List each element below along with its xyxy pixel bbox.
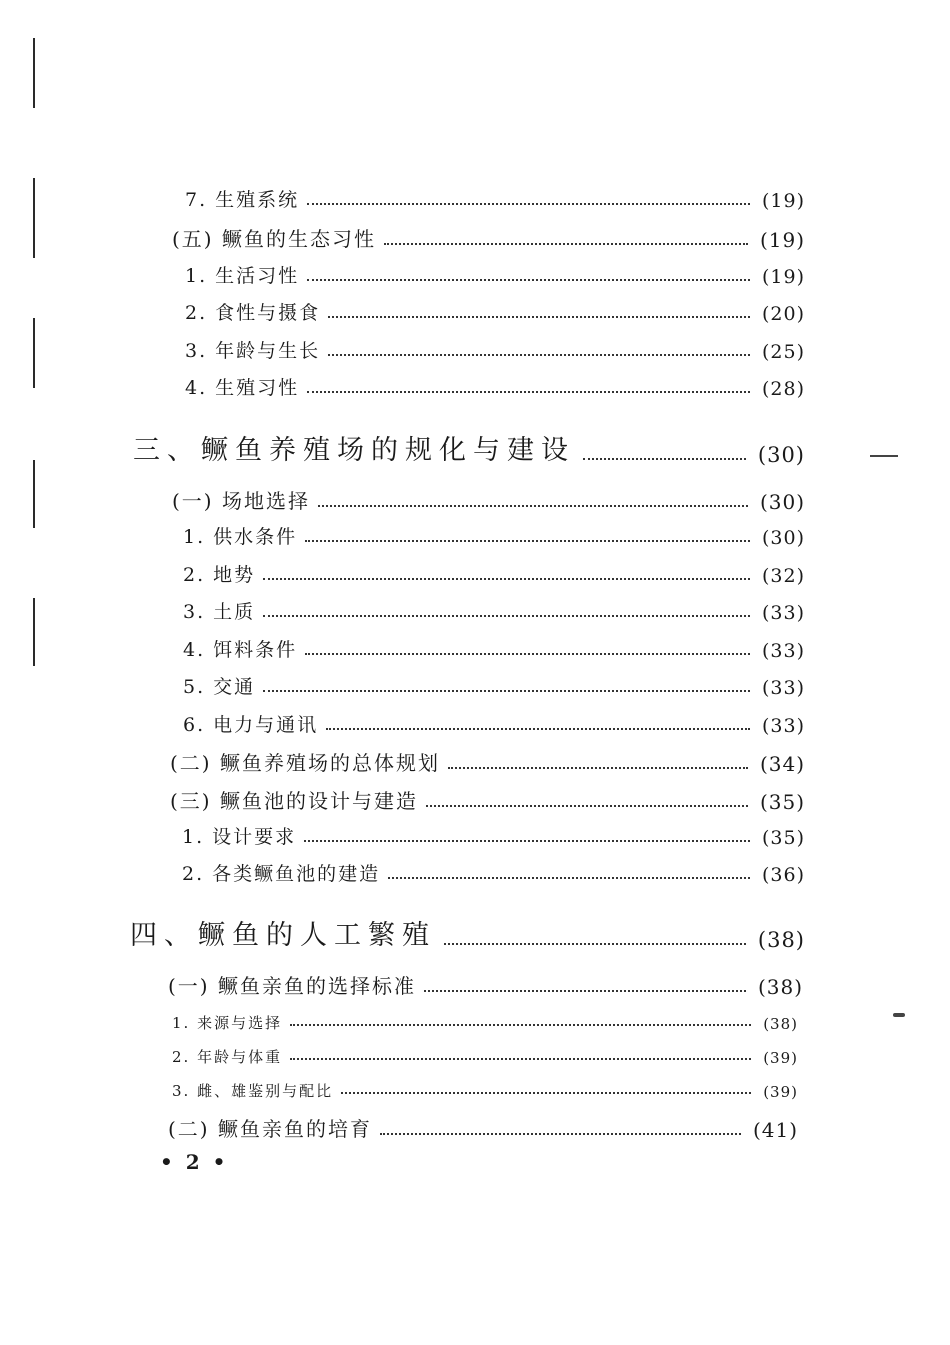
toc-entry — [183, 672, 805, 699]
dot-leader — [326, 728, 750, 730]
toc-entry — [170, 785, 805, 814]
toc-entry-page: (19) — [759, 228, 805, 252]
toc-entry — [185, 373, 805, 400]
toc-entry — [182, 822, 805, 849]
toc-entry — [182, 859, 805, 886]
dot-leader — [263, 578, 750, 580]
toc-entry-label: (五) 鳜鱼的生态习性 — [172, 227, 376, 251]
toc-entry-page: (20) — [761, 303, 805, 325]
dot-leader — [305, 653, 750, 655]
dot-leader — [263, 615, 750, 617]
toc-chapter-label: 四、鳜鱼的人工繁殖 — [130, 920, 436, 951]
toc-entry-label: 2. 年龄与体重 — [172, 1048, 283, 1066]
dot-leader — [307, 203, 750, 205]
dot-leader — [290, 1058, 751, 1060]
toc-entry — [183, 522, 805, 549]
toc-chapter — [133, 428, 805, 467]
toc-entry-page: (33) — [761, 602, 805, 624]
toc-entry-label: 3. 土质 — [183, 601, 256, 623]
toc-entry-page: (33) — [761, 640, 805, 662]
dot-leader — [305, 540, 750, 542]
toc-entry-page: (41) — [752, 1118, 798, 1142]
toc-entry-label: 4. 饵料条件 — [183, 639, 298, 661]
toc-entry-label: 3. 年龄与生长 — [185, 340, 321, 362]
toc-entry — [172, 1046, 798, 1067]
toc-entry-page: (19) — [761, 266, 805, 288]
dot-leader — [583, 458, 746, 460]
toc-chapter-page: (38) — [757, 928, 805, 952]
toc-entry — [185, 185, 805, 212]
toc-entry-label: 5. 交通 — [183, 676, 256, 698]
dot-leader — [444, 943, 746, 945]
dot-leader — [304, 840, 750, 842]
toc-entry-label: 4. 生殖习性 — [185, 377, 300, 399]
toc-entry — [185, 336, 805, 363]
toc-entry-page: (38) — [763, 1015, 798, 1033]
toc-entry-page: (25) — [761, 341, 805, 363]
toc-entry-label: 2. 食性与摄食 — [185, 302, 321, 324]
toc-entry-page: (28) — [761, 378, 805, 400]
toc-entry-page: (39) — [763, 1049, 798, 1067]
toc-chapter — [130, 913, 805, 952]
toc-entry-page: (33) — [761, 715, 805, 737]
dot-leader — [290, 1024, 751, 1026]
dot-leader — [388, 877, 750, 879]
toc-entry-page: (36) — [761, 864, 805, 886]
dot-leader — [263, 690, 750, 692]
toc-entry-page: (34) — [759, 752, 805, 776]
dot-leader — [426, 805, 748, 807]
toc-entry — [183, 560, 805, 587]
toc-entry — [172, 1012, 798, 1033]
toc-entry-label: 1. 设计要求 — [182, 826, 297, 848]
toc-entry-page: (33) — [761, 677, 805, 699]
toc-entry — [172, 223, 805, 252]
dot-leader — [341, 1092, 751, 1094]
dot-leader — [307, 391, 750, 393]
toc-entry-label: (二) 鳜鱼亲鱼的培育 — [168, 1117, 372, 1141]
toc-entry-label: 1. 生活习性 — [185, 265, 300, 287]
toc-entry — [172, 1080, 798, 1101]
dot-leader — [448, 767, 748, 769]
dot-leader — [384, 243, 748, 245]
toc-entry-page: (38) — [757, 975, 803, 999]
toc-entry-label: 7. 生殖系统 — [185, 189, 300, 211]
dot-leader — [307, 279, 750, 281]
toc-entry-label: (三) 鳜鱼池的设计与建造 — [170, 789, 418, 813]
toc-entry-page: (39) — [763, 1083, 798, 1101]
toc-entry-page: (30) — [761, 527, 805, 549]
toc-entry — [183, 710, 805, 737]
toc-entry-label: (一) 鳜鱼亲鱼的选择标准 — [168, 974, 416, 998]
toc-entry-label: (二) 鳜鱼养殖场的总体规划 — [170, 751, 440, 775]
dot-leader — [328, 316, 750, 318]
toc-entry — [168, 970, 803, 999]
toc-entry — [170, 747, 805, 776]
toc-entry-label: 1. 供水条件 — [183, 526, 298, 548]
toc-entry-label: 3. 雌、雄鉴别与配比 — [172, 1082, 334, 1100]
toc-chapter-page: (30) — [757, 443, 805, 467]
toc-entry — [183, 635, 805, 662]
toc-entry-page: (19) — [761, 190, 805, 212]
toc-entry — [168, 1113, 798, 1142]
toc-entry-label: 2. 地势 — [183, 564, 256, 586]
toc-entry-page: (32) — [761, 565, 805, 587]
dot-leader — [328, 354, 750, 356]
toc-entry-label: 1. 来源与选择 — [172, 1014, 283, 1032]
toc-chapter-label: 三、鳜鱼养殖场的规化与建设 — [133, 435, 575, 466]
dot-leader — [318, 505, 748, 507]
toc-entry-label: 2. 各类鳜鱼池的建造 — [182, 863, 381, 885]
dot-leader — [380, 1133, 741, 1135]
toc-entry — [185, 298, 805, 325]
page-number: • 2 • — [160, 1150, 229, 1174]
toc-entry-page: (35) — [759, 790, 805, 814]
toc-entry — [183, 597, 805, 624]
toc-entry-label: (一) 场地选择 — [172, 489, 310, 513]
toc-entry — [185, 261, 805, 288]
dot-leader — [424, 990, 746, 992]
toc-entry-page: (35) — [761, 827, 805, 849]
toc-entry — [172, 485, 805, 514]
toc-entry-page: (30) — [759, 490, 805, 514]
toc-entry-label: 6. 电力与通讯 — [183, 714, 319, 736]
